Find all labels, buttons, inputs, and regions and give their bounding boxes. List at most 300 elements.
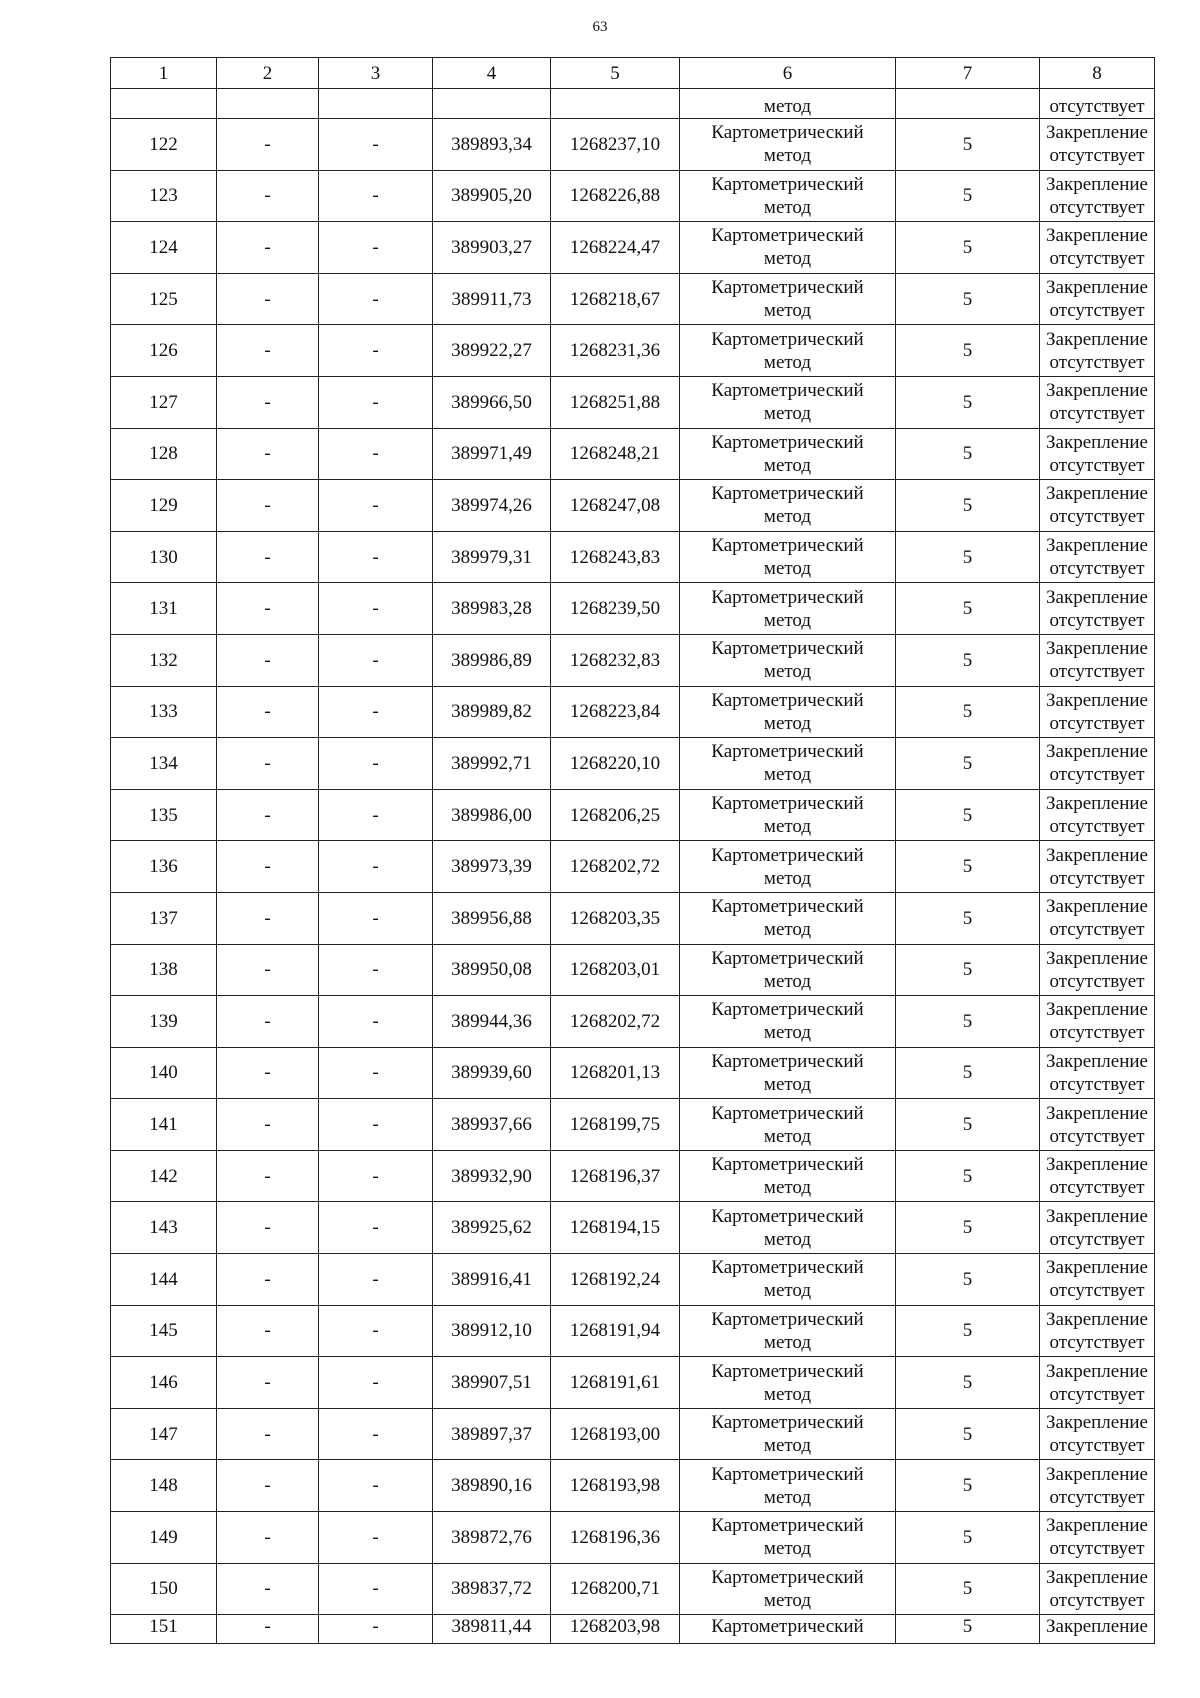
y-coordinate-cell: 1268203,01	[551, 944, 680, 996]
fixing-cell-line-1: Закрепление	[1046, 535, 1148, 557]
table-cell: -	[319, 1512, 433, 1564]
fixing-cell-line-1: Закрепление	[1046, 431, 1148, 453]
method-cell	[680, 944, 896, 996]
table-row	[111, 1202, 1155, 1254]
fixing-cell-line-1: Закрепление	[1046, 1515, 1148, 1537]
fixing-cell: Закрепление	[1040, 1615, 1155, 1644]
method-cell-line-2: метод	[763, 300, 812, 322]
table-row	[111, 170, 1155, 222]
header-row	[111, 58, 1155, 89]
y-coordinate-cell: 1268191,61	[551, 1357, 680, 1409]
table-row	[111, 1099, 1155, 1151]
table-cell	[896, 89, 1040, 119]
x-coordinate-cell: 389973,39	[433, 841, 551, 893]
fixing-cell-line-1: Закрепление	[1046, 1050, 1148, 1072]
fixing-cell-line-2: отсутствует	[1049, 712, 1145, 734]
fixing-cell-line-1: Закрепление	[1046, 896, 1148, 918]
table-row	[111, 273, 1155, 325]
fixing-cell-line-1: Закрепление	[1046, 1102, 1148, 1124]
accuracy-cell: 5	[896, 1615, 1040, 1644]
table-row	[111, 480, 1155, 532]
accuracy-cell: 5	[896, 376, 1040, 428]
fixing-cell	[1040, 789, 1155, 841]
accuracy-cell: 5	[896, 841, 1040, 893]
method-cell-line-2: метод	[763, 1589, 812, 1611]
accuracy-cell: 5	[896, 1512, 1040, 1564]
method-cell	[680, 789, 896, 841]
y-coordinate-cell: 1268223,84	[551, 686, 680, 738]
y-coordinate-cell: 1268192,24	[551, 1254, 680, 1306]
accuracy-cell: 5	[896, 119, 1040, 171]
x-coordinate-cell: 389837,72	[433, 1563, 551, 1615]
method-cell-line-2: метод	[763, 970, 812, 992]
method-cell	[680, 119, 896, 171]
table-cell: -	[217, 634, 319, 686]
fixing-cell-line-1: Закрепление	[1046, 328, 1148, 350]
fixing-cell	[1040, 738, 1155, 790]
method-cell-line-2: метод	[763, 558, 812, 580]
table-row	[111, 1357, 1155, 1409]
table-cell: -	[217, 892, 319, 944]
fixing-cell-line-2: отсутствует	[1049, 1022, 1145, 1044]
method-cell-line-1: Картометрический	[711, 535, 864, 557]
table-cell: -	[217, 1202, 319, 1254]
fixing-cell	[1040, 841, 1155, 893]
table-cell: -	[319, 531, 433, 583]
fixing-cell-line-2: отсутствует	[1049, 764, 1145, 786]
method-cell-line-1: Картометрический	[711, 483, 864, 505]
method-cell-line-2: метод	[763, 248, 812, 270]
column-header: 2	[217, 58, 319, 89]
accuracy-cell: 5	[896, 480, 1040, 532]
method-cell-line-2: метод	[763, 1073, 812, 1095]
method-cell-line-2: метод	[763, 196, 812, 218]
table-row	[111, 634, 1155, 686]
y-coordinate-cell: 1268231,36	[551, 325, 680, 377]
fixing-cell	[1040, 1408, 1155, 1460]
fixing-cell-line-1: Закрепление	[1046, 1205, 1148, 1227]
method-cell-line-2: метод	[763, 712, 812, 734]
fixing-cell-line-1: Закрепление	[1046, 793, 1148, 815]
fixing-cell-line-2: отсутствует	[1049, 558, 1145, 580]
method-cell-line-1: Картометрический	[711, 896, 864, 918]
fixing-cell	[1040, 1150, 1155, 1202]
method-cell-line-1: Картометрический	[711, 122, 864, 144]
method-cell-line-2: метод	[763, 403, 812, 425]
method-cell	[680, 376, 896, 428]
y-coordinate-cell: 1268237,10	[551, 119, 680, 171]
method-cell	[680, 1357, 896, 1409]
point-number-cell: 145	[111, 1305, 217, 1357]
column-header: 8	[1040, 58, 1155, 89]
table-cell	[111, 89, 217, 119]
table-row	[111, 583, 1155, 635]
fixing-cell-line-2: отсутствует	[1049, 300, 1145, 322]
x-coordinate-cell: 389872,76	[433, 1512, 551, 1564]
fixing-cell-line-2: отсутствует	[1049, 1280, 1145, 1302]
method-cell-line-2: метод	[763, 351, 812, 373]
fixing-cell-line-2: отсутствует	[1049, 1177, 1145, 1199]
table-cell: -	[217, 996, 319, 1048]
table-cell: -	[217, 428, 319, 480]
y-coordinate-cell: 1268196,37	[551, 1150, 680, 1202]
method-cell-line-1: Картометрический	[711, 1050, 864, 1072]
y-coordinate-cell: 1268202,72	[551, 996, 680, 1048]
y-coordinate-cell: 1268203,35	[551, 892, 680, 944]
table-cell: -	[217, 1150, 319, 1202]
fixing-cell-line-2: отсутствует	[1049, 196, 1145, 218]
table-cell: -	[319, 686, 433, 738]
method-cell	[680, 1305, 896, 1357]
table-cell: -	[319, 944, 433, 996]
fixing-cell	[1040, 1460, 1155, 1512]
y-coordinate-cell: 1268203,98	[551, 1615, 680, 1644]
accuracy-cell: 5	[896, 1408, 1040, 1460]
table-row	[111, 738, 1155, 790]
table-cell: -	[217, 1357, 319, 1409]
point-number-cell: 137	[111, 892, 217, 944]
fixing-cell-line-2: отсутствует	[1049, 1073, 1145, 1095]
method-cell-line-2: метод	[763, 867, 812, 889]
column-header: 4	[433, 58, 551, 89]
point-number-cell: 129	[111, 480, 217, 532]
x-coordinate-cell: 389974,26	[433, 480, 551, 532]
method-cell-line-2: метод	[763, 1486, 812, 1508]
table-cell: -	[217, 789, 319, 841]
x-coordinate-cell: 389922,27	[433, 325, 551, 377]
table-row	[111, 1615, 1155, 1644]
method-cell-line-2: метод	[763, 1331, 812, 1353]
table-cell: -	[319, 325, 433, 377]
method-cell-line-1: Картометрический	[711, 689, 864, 711]
x-coordinate-cell: 389907,51	[433, 1357, 551, 1409]
accuracy-cell: 5	[896, 583, 1040, 635]
table-row	[111, 1254, 1155, 1306]
y-coordinate-cell: 1268193,00	[551, 1408, 680, 1460]
method-cell-line-1: Картометрический	[711, 1515, 864, 1537]
table-row	[111, 428, 1155, 480]
method-cell	[680, 1254, 896, 1306]
fixing-cell-line-1: Закрепление	[1046, 1463, 1148, 1485]
method-cell-line-1: Картометрический	[711, 999, 864, 1021]
accuracy-cell: 5	[896, 1357, 1040, 1409]
fixing-cell	[1040, 325, 1155, 377]
method-cell-line-2: метод	[763, 1177, 812, 1199]
table-cell: -	[319, 1563, 433, 1615]
method-cell	[680, 686, 896, 738]
point-number-cell: 125	[111, 273, 217, 325]
point-number-cell: 150	[111, 1563, 217, 1615]
fixing-cell	[1040, 119, 1155, 171]
method-cell	[680, 1202, 896, 1254]
table-cell: -	[319, 789, 433, 841]
table-cell: -	[319, 841, 433, 893]
method-cell-line-2: метод	[763, 1125, 812, 1147]
y-coordinate-cell: 1268191,94	[551, 1305, 680, 1357]
accuracy-cell: 5	[896, 789, 1040, 841]
accuracy-cell: 5	[896, 1099, 1040, 1151]
fixing-cell	[1040, 944, 1155, 996]
accuracy-cell: 5	[896, 1460, 1040, 1512]
table-cell: -	[319, 996, 433, 1048]
method-cell	[680, 531, 896, 583]
y-coordinate-cell: 1268224,47	[551, 222, 680, 274]
table-row	[111, 1512, 1155, 1564]
table-row	[111, 841, 1155, 893]
table-cell: -	[217, 1408, 319, 1460]
x-coordinate-cell: 389966,50	[433, 376, 551, 428]
method-cell-line-1: Картометрический	[711, 638, 864, 660]
y-coordinate-cell: 1268251,88	[551, 376, 680, 428]
table-row	[111, 996, 1155, 1048]
y-coordinate-cell: 1268248,21	[551, 428, 680, 480]
table-row	[111, 325, 1155, 377]
fixing-cell-line-2: отсутствует	[1049, 816, 1145, 838]
point-number-cell: 127	[111, 376, 217, 428]
table-cell: -	[217, 738, 319, 790]
y-coordinate-cell: 1268226,88	[551, 170, 680, 222]
method-cell-line-1: Картометрический	[711, 277, 864, 299]
fixing-cell	[1040, 531, 1155, 583]
accuracy-cell: 5	[896, 892, 1040, 944]
table-cell: -	[217, 325, 319, 377]
column-header: 3	[319, 58, 433, 89]
fixing-cell-line-1: Закрепление	[1046, 1154, 1148, 1176]
fixing-cell-line-1: Закрепление	[1046, 483, 1148, 505]
fixing-cell	[1040, 1047, 1155, 1099]
point-number-cell: 126	[111, 325, 217, 377]
fixing-cell-line-2: отсутствует	[1049, 609, 1145, 631]
table-row	[111, 1047, 1155, 1099]
table-cell: -	[319, 634, 433, 686]
method-cell	[680, 1408, 896, 1460]
point-number-cell: 123	[111, 170, 217, 222]
table-cell: -	[319, 376, 433, 428]
accuracy-cell: 5	[896, 1305, 1040, 1357]
fixing-cell-line-1: Закрепление	[1046, 586, 1148, 608]
table-cell: -	[217, 944, 319, 996]
fixing-cell	[1040, 996, 1155, 1048]
point-number-cell: 139	[111, 996, 217, 1048]
method-cell-line-1: Картометрический	[711, 741, 864, 763]
fixing-cell-line-1: Закрепление	[1046, 380, 1148, 402]
table-row	[111, 892, 1155, 944]
table-cell: -	[319, 273, 433, 325]
fixing-cell-line-1: Закрепление	[1046, 689, 1148, 711]
accuracy-cell: 5	[896, 1047, 1040, 1099]
table-cell: -	[319, 1615, 433, 1644]
fixing-cell-line-2: отсутствует	[1049, 919, 1145, 941]
method-cell-line-1: Картометрический	[711, 1102, 864, 1124]
method-cell	[680, 480, 896, 532]
method-cell-line-1: Картометрический	[711, 380, 864, 402]
point-number-cell: 144	[111, 1254, 217, 1306]
accuracy-cell: 5	[896, 634, 1040, 686]
point-number-cell: 140	[111, 1047, 217, 1099]
point-number-cell: 143	[111, 1202, 217, 1254]
point-number-cell: 149	[111, 1512, 217, 1564]
point-number-cell: 151	[111, 1615, 217, 1644]
table-cell: -	[217, 1047, 319, 1099]
method-cell-line-1: Картометрический	[711, 1308, 864, 1330]
accuracy-cell: 5	[896, 944, 1040, 996]
fixing-cell	[1040, 222, 1155, 274]
y-coordinate-cell: 1268194,15	[551, 1202, 680, 1254]
table-cell: -	[319, 1202, 433, 1254]
x-coordinate-cell: 389890,16	[433, 1460, 551, 1512]
table-cell: -	[319, 1357, 433, 1409]
fixing-cell	[1040, 1357, 1155, 1409]
fixing-cell-line-1: Закрепление	[1046, 999, 1148, 1021]
table-cell: -	[319, 1150, 433, 1202]
table-row	[111, 1305, 1155, 1357]
fixing-cell	[1040, 273, 1155, 325]
x-coordinate-cell: 389905,20	[433, 170, 551, 222]
fixing-cell-line-1: Закрепление	[1046, 277, 1148, 299]
table-row	[111, 1408, 1155, 1460]
x-coordinate-cell: 389893,34	[433, 119, 551, 171]
fixing-cell-line-2: отсутствует	[1049, 351, 1145, 373]
accuracy-cell: 5	[896, 428, 1040, 480]
fixing-cell	[1040, 1563, 1155, 1615]
table-cell: -	[217, 1563, 319, 1615]
x-coordinate-cell: 389897,37	[433, 1408, 551, 1460]
point-number-cell: 134	[111, 738, 217, 790]
accuracy-cell: 5	[896, 738, 1040, 790]
fixing-cell-line-2: отсутствует	[1049, 1331, 1145, 1353]
y-coordinate-cell: 1268196,36	[551, 1512, 680, 1564]
x-coordinate-cell: 389903,27	[433, 222, 551, 274]
table-cell: -	[319, 1305, 433, 1357]
method-cell	[680, 634, 896, 686]
table-cell: -	[217, 1254, 319, 1306]
fixing-cell-line-1: Закрепление	[1046, 1360, 1148, 1382]
table-cell: -	[217, 480, 319, 532]
method-cell	[680, 325, 896, 377]
table-row	[111, 1150, 1155, 1202]
table-cell: -	[217, 1512, 319, 1564]
method-cell	[680, 1512, 896, 1564]
method-cell	[680, 1099, 896, 1151]
table-cell: -	[217, 841, 319, 893]
fixing-cell-line-2: отсутствует	[1049, 403, 1145, 425]
point-number-cell: 130	[111, 531, 217, 583]
table-row	[111, 119, 1155, 171]
fixing-cell-line-1: Закрепление	[1046, 1257, 1148, 1279]
table-cell: -	[319, 1408, 433, 1460]
method-cell-line-1: Картометрический	[711, 844, 864, 866]
method-cell-line-2: метод	[763, 609, 812, 631]
method-cell	[680, 841, 896, 893]
fixing-cell-line-2: отсутствует	[1049, 867, 1145, 889]
y-coordinate-cell: 1268201,13	[551, 1047, 680, 1099]
table-cell: -	[319, 583, 433, 635]
point-number-cell: 122	[111, 119, 217, 171]
y-coordinate-cell: 1268232,83	[551, 634, 680, 686]
method-cell	[680, 222, 896, 274]
x-coordinate-cell: 389932,90	[433, 1150, 551, 1202]
point-number-cell: 124	[111, 222, 217, 274]
method-cell-line-1: Картометрический	[711, 586, 864, 608]
fixing-cell-line-1: Закрепление	[1046, 225, 1148, 247]
method-cell	[680, 1460, 896, 1512]
table-cell	[433, 89, 551, 119]
method-cell-line-2: метод	[763, 661, 812, 683]
method-cell: Картометрический	[680, 1615, 896, 1644]
fixing-cell	[1040, 583, 1155, 635]
fixing-cell	[1040, 1512, 1155, 1564]
table-cell: -	[319, 738, 433, 790]
table-cell	[319, 89, 433, 119]
table-cell: -	[319, 892, 433, 944]
table-cell: -	[217, 273, 319, 325]
point-number-cell: 141	[111, 1099, 217, 1151]
accuracy-cell: 5	[896, 1254, 1040, 1306]
fixing-cell	[1040, 480, 1155, 532]
table-row	[111, 531, 1155, 583]
method-cell-line-1: Картометрический	[711, 1463, 864, 1485]
page-number: 63	[592, 19, 608, 35]
method-cell	[680, 583, 896, 635]
table-cell	[217, 89, 319, 119]
table-cell	[551, 89, 680, 119]
fixing-cell	[1040, 686, 1155, 738]
table-body	[111, 58, 1155, 1644]
fixing-cell-line-2: отсутствует	[1049, 1435, 1145, 1457]
x-coordinate-cell: 389911,73	[433, 273, 551, 325]
y-coordinate-cell: 1268206,25	[551, 789, 680, 841]
table-cell: -	[319, 1047, 433, 1099]
fixing-cell-line-2: отсутствует	[1049, 1486, 1145, 1508]
point-number-cell: 132	[111, 634, 217, 686]
method-cell-line-2: метод	[763, 816, 812, 838]
method-cell-line-1: Картометрический	[711, 328, 864, 350]
method-cell-line-2: метод	[763, 1538, 812, 1560]
y-coordinate-cell: 1268243,83	[551, 531, 680, 583]
fixing-cell	[1040, 892, 1155, 944]
method-cell	[680, 273, 896, 325]
method-cell-line-1: Картометрический	[711, 1566, 864, 1588]
fixing-cell-line-2: отсутствует	[1049, 506, 1145, 528]
x-coordinate-cell: 389925,62	[433, 1202, 551, 1254]
x-coordinate-cell: 389971,49	[433, 428, 551, 480]
method-cell	[680, 1563, 896, 1615]
table-row	[111, 1563, 1155, 1615]
fixing-cell-line-2: отсутствует	[1049, 248, 1145, 270]
method-cell-line-1: Картометрический	[711, 1205, 864, 1227]
point-number-cell: 146	[111, 1357, 217, 1409]
y-coordinate-cell: 1268220,10	[551, 738, 680, 790]
table-row	[111, 789, 1155, 841]
y-coordinate-cell: 1268200,71	[551, 1563, 680, 1615]
method-cell-line-1: Картометрический	[711, 1154, 864, 1176]
table-cell: -	[217, 583, 319, 635]
fixing-cell	[1040, 1099, 1155, 1151]
table-cell: -	[319, 480, 433, 532]
column-header: 6	[680, 58, 896, 89]
fixing-cell	[1040, 1202, 1155, 1254]
x-coordinate-cell: 389983,28	[433, 583, 551, 635]
y-coordinate-cell: 1268193,98	[551, 1460, 680, 1512]
fixing-cell-line-2: отсутствует	[1049, 454, 1145, 476]
y-coordinate-cell: 1268239,50	[551, 583, 680, 635]
table-cell: -	[217, 1099, 319, 1151]
table-cell: -	[319, 428, 433, 480]
method-cell-line-2: метод	[763, 454, 812, 476]
table-cell: -	[319, 1460, 433, 1512]
method-cell-line-2: метод	[763, 506, 812, 528]
fixing-cell-line-1: Закрепление	[1046, 741, 1148, 763]
